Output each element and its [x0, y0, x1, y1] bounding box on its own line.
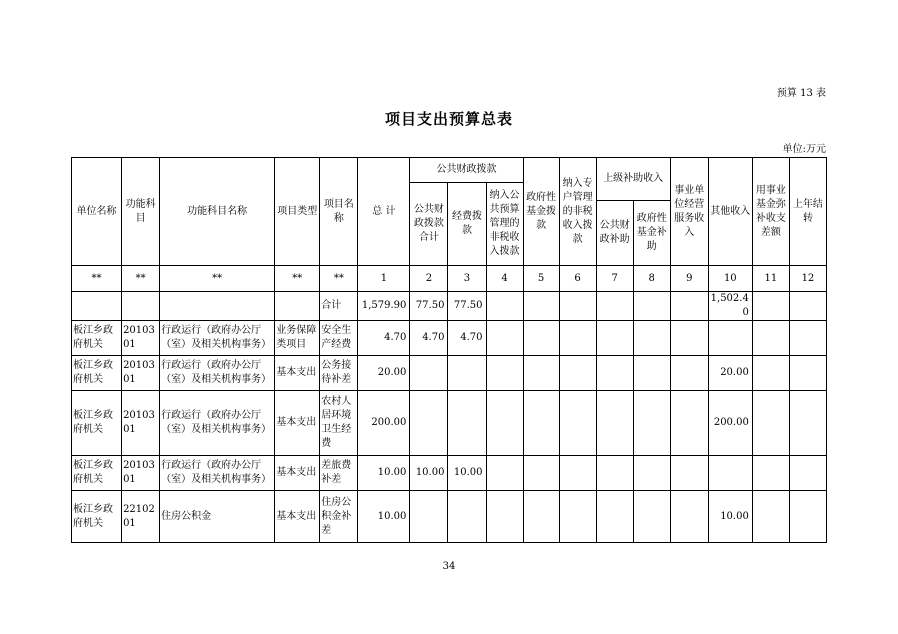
header-carryover: 上年结转 — [789, 158, 826, 266]
unit-label: 单位:万元 — [782, 144, 826, 155]
header-proj-name: 项目名称 — [320, 158, 358, 266]
func-code-cell: 2010301 — [122, 391, 160, 456]
index-cell: 2 — [410, 266, 448, 292]
other-cell — [708, 456, 752, 491]
pf-funds-cell: 10.00 — [448, 456, 486, 491]
total-cell: 10.00 — [358, 456, 410, 491]
table-row — [72, 356, 827, 391]
summary-row — [72, 292, 827, 321]
header-pf-funds: 经费拨款 — [448, 183, 486, 266]
unit-cell: 板江乡政府机关 — [72, 491, 122, 543]
index-cell: 7 — [596, 266, 633, 292]
page-number: 34 — [442, 561, 456, 572]
table-row — [72, 491, 827, 543]
index-cell: 10 — [708, 266, 752, 292]
summary-total: 1,579.90 — [358, 292, 410, 321]
header-pf-nontax: 纳入公共预算管理的非税收入拨款 — [486, 183, 523, 266]
other-cell: 20.00 — [708, 356, 752, 391]
func-code-cell: 2010301 — [122, 321, 160, 356]
total-cell: 20.00 — [358, 356, 410, 391]
pf-total-cell — [410, 491, 448, 543]
unit-cell: 板江乡政府机关 — [72, 356, 122, 391]
header-sup-gov: 政府性基金补助 — [633, 201, 670, 266]
index-cell: 12 — [789, 266, 826, 292]
header-unit-name: 单位名称 — [72, 158, 122, 266]
pf-total-cell: 4.70 — [410, 321, 448, 356]
table-row — [72, 391, 827, 456]
pf-funds-cell: 4.70 — [448, 321, 486, 356]
pf-total-cell: 10.00 — [410, 456, 448, 491]
pf-total-cell — [410, 356, 448, 391]
func-name-cell: 行政运行（政府办公厅（室）及相关机构事务） — [160, 456, 275, 491]
func-name-cell: 行政运行（政府办公厅（室）及相关机构事务） — [160, 321, 275, 356]
index-cell: ** — [320, 266, 358, 292]
index-cell: ** — [122, 266, 160, 292]
summary-pf-funds: 77.50 — [448, 292, 486, 321]
pf-funds-cell — [448, 356, 486, 391]
summary-label: 合计 — [320, 292, 358, 321]
header-public-finance: 公共财政拨款 — [410, 158, 523, 183]
proj-type-cell: 基本支出 — [275, 391, 320, 456]
other-cell: 200.00 — [708, 391, 752, 456]
proj-name-cell: 住房公积金补差 — [320, 491, 358, 543]
summary-other: 1,502.40 — [708, 292, 752, 321]
func-code-cell: 2210201 — [122, 491, 160, 543]
total-cell: 200.00 — [358, 391, 410, 456]
index-cell: 3 — [448, 266, 486, 292]
index-cell: 9 — [670, 266, 708, 292]
proj-name-cell: 差旅费补差 — [320, 456, 358, 491]
table-row — [72, 321, 827, 356]
pf-total-cell — [410, 391, 448, 456]
other-cell — [708, 321, 752, 356]
index-cell: ** — [160, 266, 275, 292]
table-row — [72, 456, 827, 491]
budget-table — [71, 157, 827, 543]
proj-name-cell: 安全生产经费 — [320, 321, 358, 356]
header-total: 总 计 — [358, 158, 410, 266]
total-cell: 10.00 — [358, 491, 410, 543]
header-superior: 上级补助收入 — [596, 158, 670, 201]
proj-type-cell: 基本支出 — [275, 491, 320, 543]
header-func-name: 功能科目名称 — [160, 158, 275, 266]
index-cell: 5 — [523, 266, 559, 292]
func-code-cell: 2010301 — [122, 356, 160, 391]
index-row — [72, 266, 827, 292]
pf-funds-cell — [448, 391, 486, 456]
other-cell: 10.00 — [708, 491, 752, 543]
func-name-cell: 行政运行（政府办公厅（室）及相关机构事务） — [160, 356, 275, 391]
header-row-1 — [72, 158, 827, 183]
header-gov-fund: 政府性基金拨款 — [523, 158, 559, 266]
table-number-tag: 预算 13 表 — [776, 88, 826, 99]
header-special-nontax: 纳入专户管理的非税收入拨款 — [559, 158, 596, 266]
header-other: 其他收入 — [708, 158, 752, 266]
proj-name-cell: 公务接待补差 — [320, 356, 358, 391]
index-cell: 1 — [358, 266, 410, 292]
header-sup-public: 公共财政补助 — [596, 201, 633, 266]
header-fund-balance: 用事业基金弥补收支差额 — [752, 158, 789, 266]
index-cell: ** — [275, 266, 320, 292]
header-func-code: 功能科目 — [122, 158, 160, 266]
proj-type-cell: 基本支出 — [275, 456, 320, 491]
unit-cell: 板江乡政府机关 — [72, 321, 122, 356]
header-business: 事业单位经营服务收入 — [670, 158, 708, 266]
index-cell: ** — [72, 266, 122, 292]
func-code-cell: 2010301 — [122, 456, 160, 491]
index-cell: 8 — [633, 266, 670, 292]
pf-funds-cell — [448, 491, 486, 543]
func-name-cell: 住房公积金 — [160, 491, 275, 543]
unit-cell: 板江乡政府机关 — [72, 391, 122, 456]
header-pf-total: 公共财政拨款合计 — [410, 183, 448, 266]
index-cell: 4 — [486, 266, 523, 292]
proj-type-cell: 业务保障类项目 — [275, 321, 320, 356]
proj-type-cell: 基本支出 — [275, 356, 320, 391]
unit-cell: 板江乡政府机关 — [72, 456, 122, 491]
proj-name-cell: 农村人居环境卫生经费 — [320, 391, 358, 456]
total-cell: 4.70 — [358, 321, 410, 356]
summary-pf-total: 77.50 — [410, 292, 448, 321]
func-name-cell: 行政运行（政府办公厅（室）及相关机构事务） — [160, 391, 275, 456]
index-cell: 6 — [559, 266, 596, 292]
page-title: 项目支出预算总表 — [384, 110, 513, 128]
index-cell: 11 — [752, 266, 789, 292]
header-proj-type: 项目类型 — [275, 158, 320, 266]
